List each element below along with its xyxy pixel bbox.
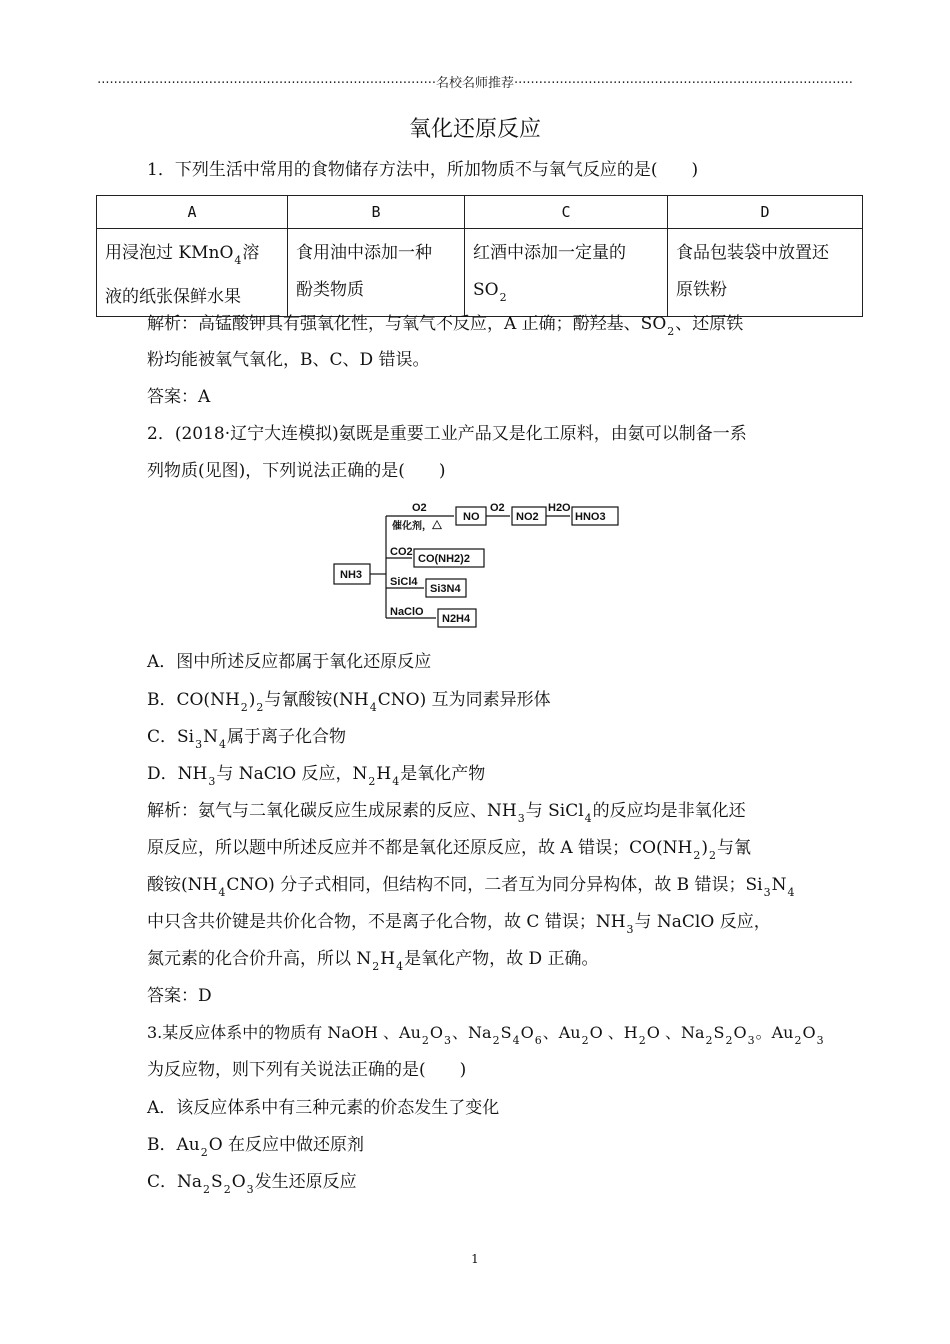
q2-stem-line2: 列物质(见图)，下列说法正确的是( ): [147, 461, 446, 481]
si3n4-label: Si3N4: [430, 583, 461, 595]
table-cell-b: 食用油中添加一种 酚类物质: [288, 229, 465, 317]
naclo-label: NaClO: [390, 606, 424, 618]
table-cell-a: 用浸泡过 KMnO$_4$溶 液的纸张保鲜水果: [97, 229, 288, 317]
q2-option-a: A．图中所述反应都属于氧化还原反应: [147, 652, 432, 672]
table-header-cell: C: [465, 196, 668, 229]
q1-analysis-line1: 解析：高锰酸钾具有强氧化性，与氧气不反应，A 正确；酚羟基、$SO_2$、还原铁: [147, 314, 744, 338]
no2-label: NO2: [516, 511, 539, 523]
table-cell-c: 红酒中添加一定量的 $SO_2$: [465, 229, 668, 317]
page-title: 氧化还原反应: [408, 117, 541, 142]
q2-stem-line1: 2．(2018·辽宁大连模拟)氨既是重要工业产品又是化工原料，由氨可以制备一系: [147, 424, 747, 444]
q2-option-c: C．$Si_3N_4$属于离子化合物: [147, 727, 346, 751]
q2-analysis-line3: 酸铵$(NH_4CNO)$ 分子式相同，但结构不同，二者互为同分异构体，故 B 错误；$Si_3N_4$: [147, 875, 795, 899]
table-header-cell: D: [668, 196, 863, 229]
q1-analysis-line2: 粉均能被氧气氧化，B、C、D 错误。: [147, 350, 430, 370]
q3-stem-line2: 为反应物，则下列有关说法正确的是( ): [147, 1060, 467, 1080]
page-header: [0, 72, 950, 91]
q3-option-c: C．$Na_2S_2O_3$发生还原反应: [147, 1172, 357, 1196]
catalyst-label: 催化剂，△: [392, 521, 442, 532]
q2-option-d: D．$NH_3$与 NaClO 反应，$N_2H_4$是氧化产物: [147, 764, 486, 788]
table-row: [97, 229, 863, 317]
o2-label-mid: O2: [490, 502, 505, 514]
table-header-row: [97, 196, 863, 229]
q3-option-b: B．$Au_2O$ 在反应中做还原剂: [147, 1135, 365, 1159]
q2-analysis-line5: 氮元素的化合价升高，所以 $N_2H_4$是氧化产物，故 D 正确。: [147, 949, 599, 973]
q3-option-a: A．该反应体系中有三种元素的价态发生了变化: [147, 1098, 500, 1118]
urea-label: CO(NH2)2: [418, 553, 470, 565]
q3-stem-line1: 3.某反应体系中的物质有 NaOH 、$Au_2O_3$、$Na_2S_4O_6$、$Au_2O$ 、$H_2O$ 、$Na_2S_2O_3$。$Au_2O_3$: [147, 1023, 824, 1047]
hno3-label: HNO3: [575, 511, 606, 523]
header-dots-right: ··················································································: [514, 76, 853, 91]
header-text: 名校名师推荐: [435, 76, 514, 91]
q2-analysis-line1: 解析：氨气与二氧化碳反应生成尿素的反应、$NH_3$与 SiCl$_4$的反应均是非氧化还: [147, 801, 746, 825]
q2-option-b: B．$CO(NH_2)_2$与氰酸铵$(NH_4CNO)$ 互为同素异形体: [147, 690, 551, 714]
sicl4-label: SiCl4: [390, 576, 418, 588]
page-number: 1: [471, 1252, 479, 1266]
table-header-cell: B: [288, 196, 465, 229]
q2-answer: 答案：D: [147, 986, 212, 1006]
o2-label-top: O2: [412, 502, 427, 514]
n2h4-label: N2H4: [442, 613, 471, 625]
q2-analysis-line4: 中只含共价键是共价化合物，不是离子化合物，故 C 错误；$NH_3$与 NaClO 反应，: [147, 912, 771, 936]
header-dots-left: ··················································································: [97, 76, 436, 91]
nh3-label: NH3: [340, 569, 363, 581]
q2-analysis-line2: 原反应，所以题中所述反应并不都是氧化还原反应，故 A 错误；$CO(NH_2)_2$与氰: [147, 838, 752, 862]
h2o-label: H2O: [548, 502, 571, 514]
q1-answer: 答案：A: [147, 387, 211, 407]
no-label: NO: [463, 511, 480, 523]
ammonia-reaction-diagram: [330, 496, 630, 638]
table-cell-d: 食品包装袋中放置还 原铁粉: [668, 229, 863, 317]
q1-options-table: [96, 195, 863, 317]
q1-stem: 1．下列生活中常用的食物储存方法中，所加物质不与氧气反应的是( ): [147, 160, 699, 180]
co2-label: CO2: [390, 546, 413, 558]
table-header-cell: A: [97, 196, 288, 229]
